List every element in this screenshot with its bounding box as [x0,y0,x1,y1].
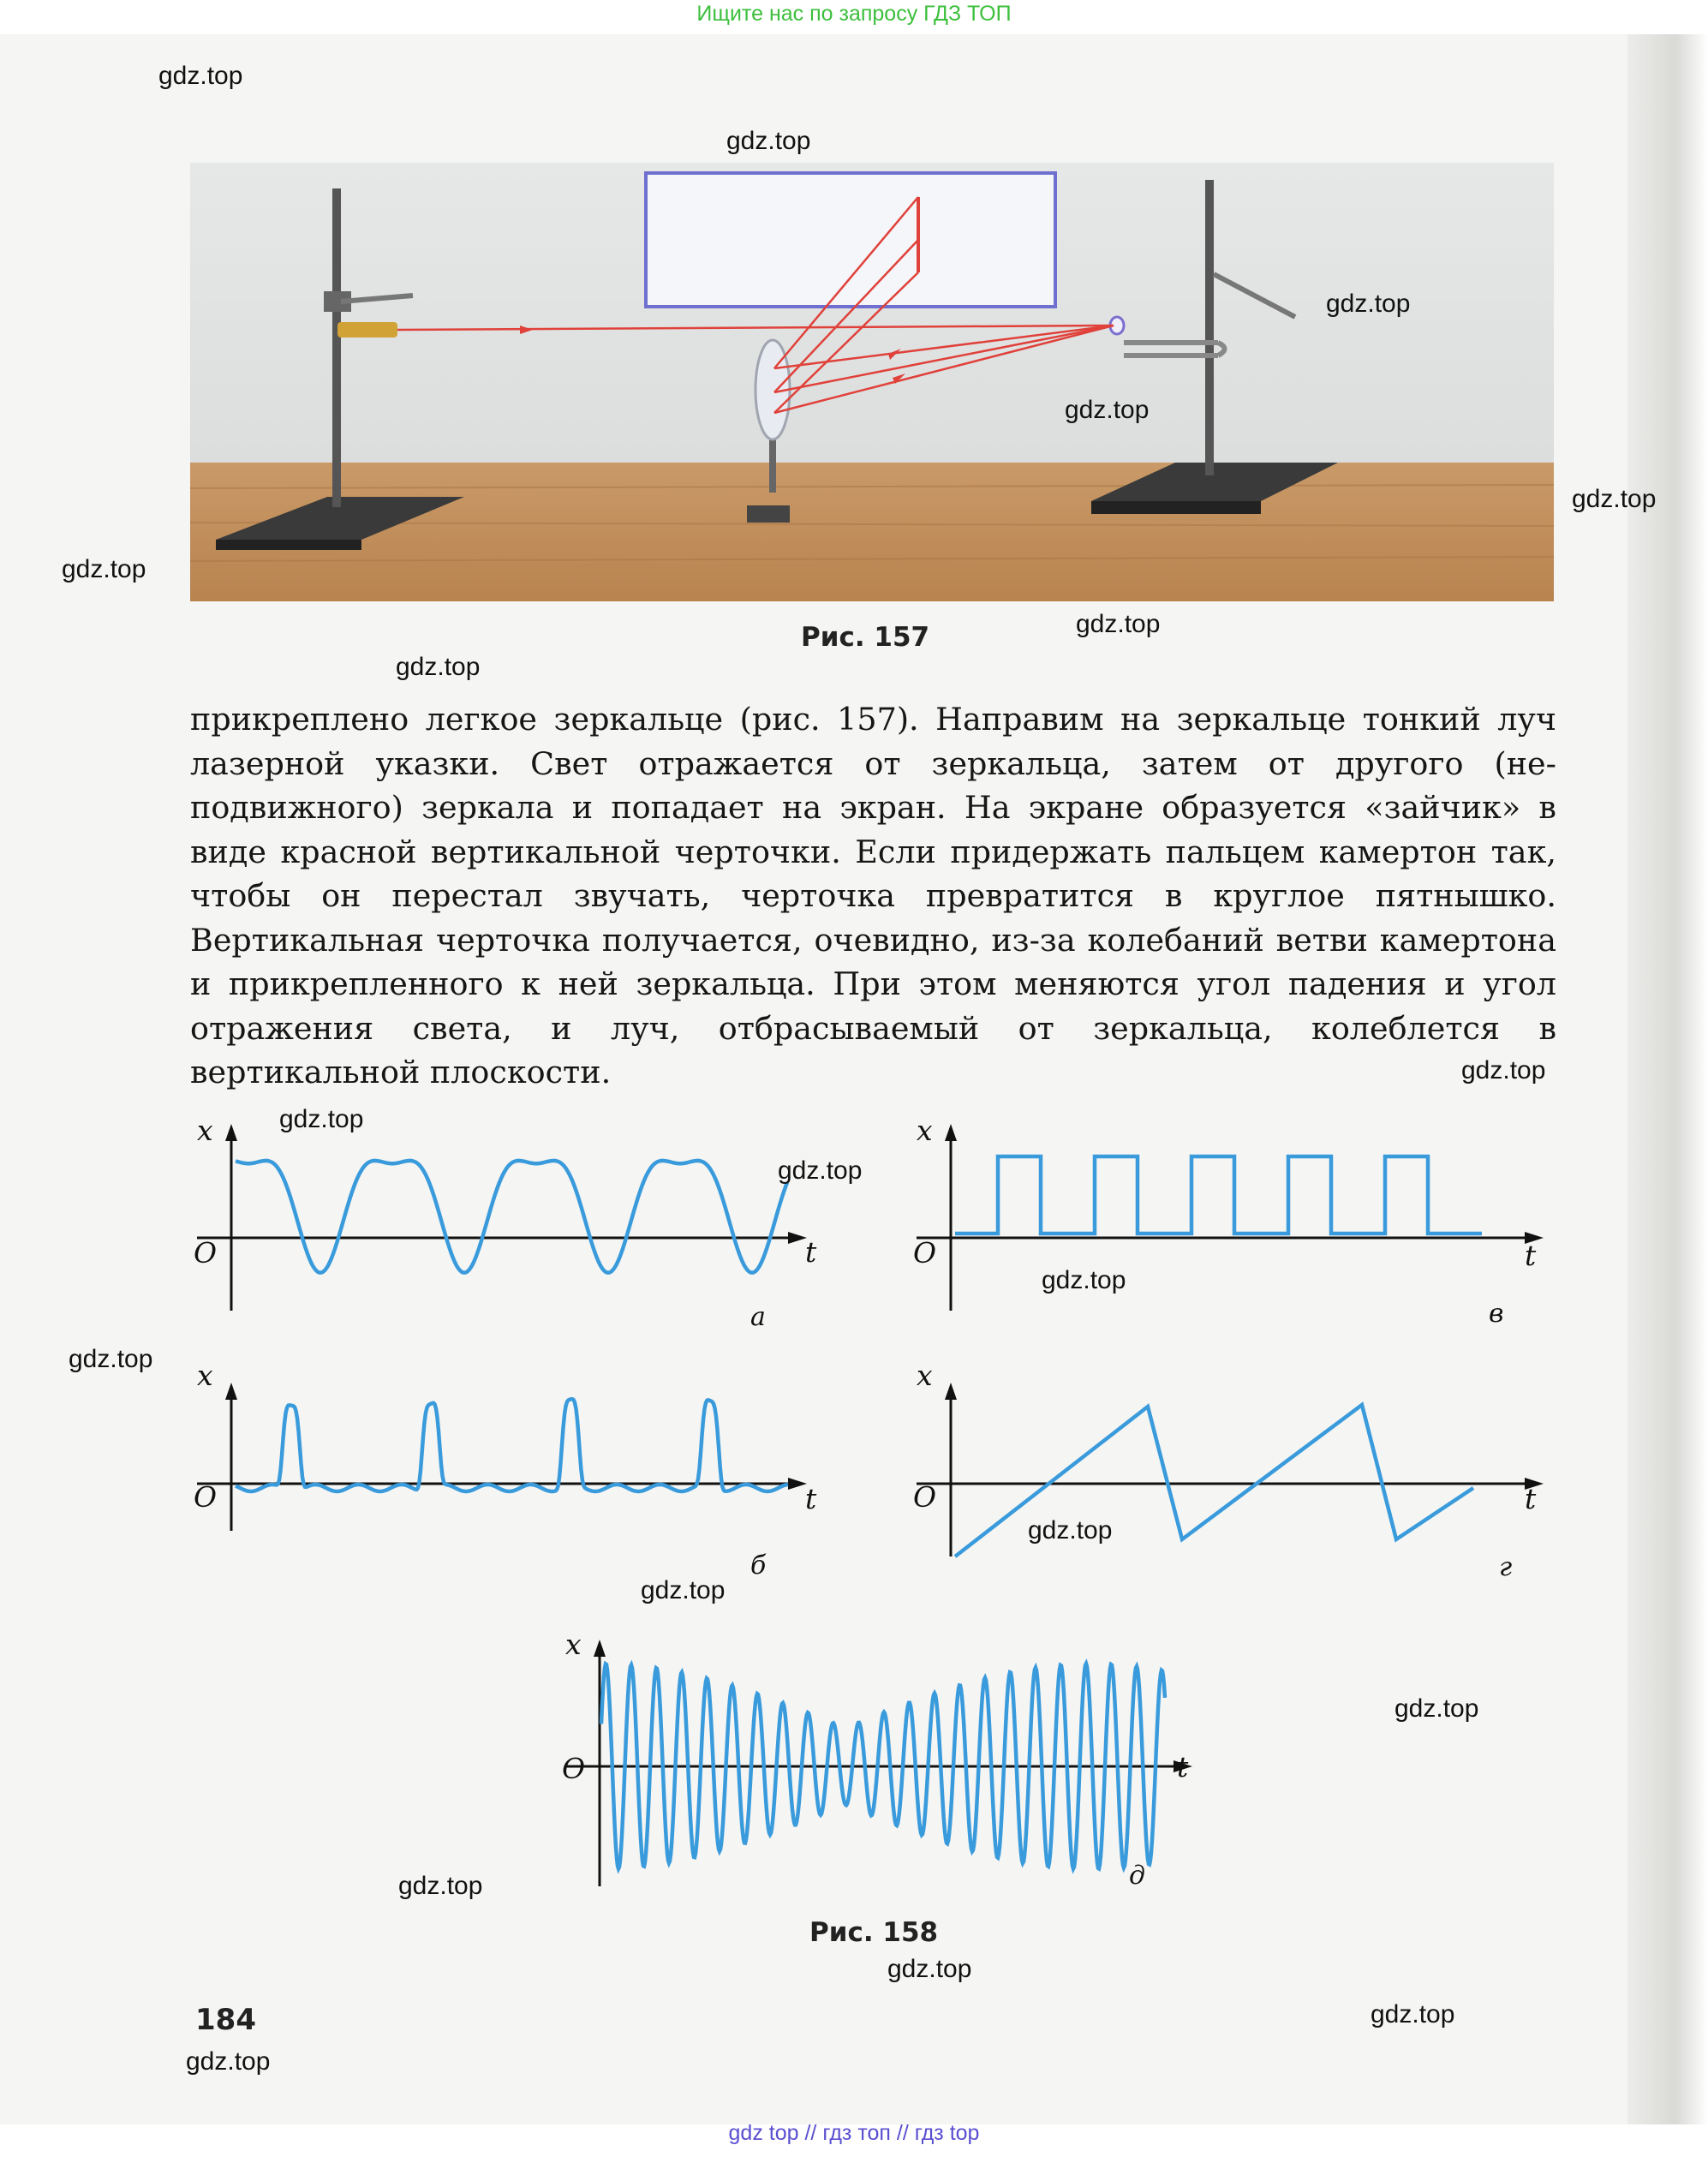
figure-158-caption: Рис. 158 [809,1917,939,1948]
body-text [190,697,1556,1095]
watermark: gdz.top [1326,290,1411,318]
graph-b-curve [236,1399,788,1491]
watermark: gdz.top [641,1576,726,1604]
graph-d-letter: д [1129,1861,1146,1891]
graph-g [917,1381,1550,1569]
watermark: gdz.top [1572,485,1657,513]
graph-a-origin-label: O [194,1236,218,1270]
bottom-banner[interactable]: gdz top // гдз топ // гдз top [728,2121,980,2145]
graph-b-x-label: x [197,1359,213,1392]
graph-g-x-label: x [917,1359,933,1392]
graph-a-t-label: t [805,1235,817,1269]
watermark: gdz.top [1394,1694,1479,1723]
right-stand-rod [1205,180,1214,475]
laser-pointer [337,322,397,338]
figure-157-caption: Рис. 157 [801,622,930,653]
graph-d [565,1638,1216,1895]
graph-a-letter: а [750,1302,766,1332]
graph-g-origin-label: O [913,1480,937,1514]
graph-d-t-label: t [1177,1750,1189,1784]
watermark: gdz.top [1065,396,1150,424]
graph-v [917,1122,1550,1319]
screen [646,173,1055,307]
experiment-illustration [190,163,1554,601]
watermark: gdz.top [1028,1516,1113,1545]
top-banner[interactable]: Ищите нас по запросу ГДЗ ТОП [696,2,1012,26]
graph-v-t-label: t [1525,1239,1537,1272]
watermark: gdz.top [62,555,146,583]
graph-b-letter: б [750,1551,767,1580]
graph-b [197,1381,822,1544]
watermark: gdz.top [398,1872,483,1900]
watermark: gdz.top [279,1105,364,1133]
graph-v-letter: в [1489,1299,1504,1329]
graph-v-curve [955,1156,1482,1234]
watermark: gdz.top [726,127,811,155]
graph-g-t-label: t [1525,1482,1537,1515]
graph-a-curve [236,1161,787,1273]
graph-d-origin-label: O [562,1752,586,1785]
left-stand-rod [332,188,341,507]
watermark: gdz.top [69,1345,153,1373]
watermark: gdz.top [158,62,243,90]
watermark: gdz.top [396,653,481,681]
graph-b-t-label: t [805,1482,817,1515]
graph-v-x-label: x [917,1114,933,1147]
graph-d-x-label: x [565,1628,582,1661]
page-edge-shadow [1627,34,1708,2124]
page-number: 184 [195,2003,256,2037]
paragraph: прикреплено легкое зеркальце (рис. 157). Направим на зеркальце тонкий луч лазерной указки. Свет отражается от зеркальца, затем от другого (неподвижного) зеркала и попадает на экран. На экране образуется «зайчик» в виде красной вертикальной черточки. Если придержать пальцем камертон так, чтобы он перестал звучать, черточка превратится в круглое пятнышко. Вертикальная черточка получается, очевидно, из-за колебаний ветви камертона и прикрепленного к ней зеркальца. При этом меняются угол падения и угол отражения света, и луч, отбрасываемый от зеркальца, колеблется в вертикальной плоскости. [190,701,1556,1090]
graph-a-x-label: x [197,1114,213,1147]
watermark: gdz.top [186,2047,271,2076]
graph-a [197,1122,822,1319]
graph-g-letter: г [1499,1552,1513,1582]
graph-b-origin-label: O [194,1480,218,1514]
graph-v-origin-label: O [913,1236,937,1270]
watermark: gdz.top [1371,2000,1455,2029]
watermark: gdz.top [778,1156,863,1185]
watermark: gdz.top [1042,1266,1126,1294]
watermark: gdz.top [887,1955,972,1983]
watermark: gdz.top [1076,610,1161,638]
figure-157-photo [190,163,1554,601]
watermark: gdz.top [1461,1056,1546,1084]
